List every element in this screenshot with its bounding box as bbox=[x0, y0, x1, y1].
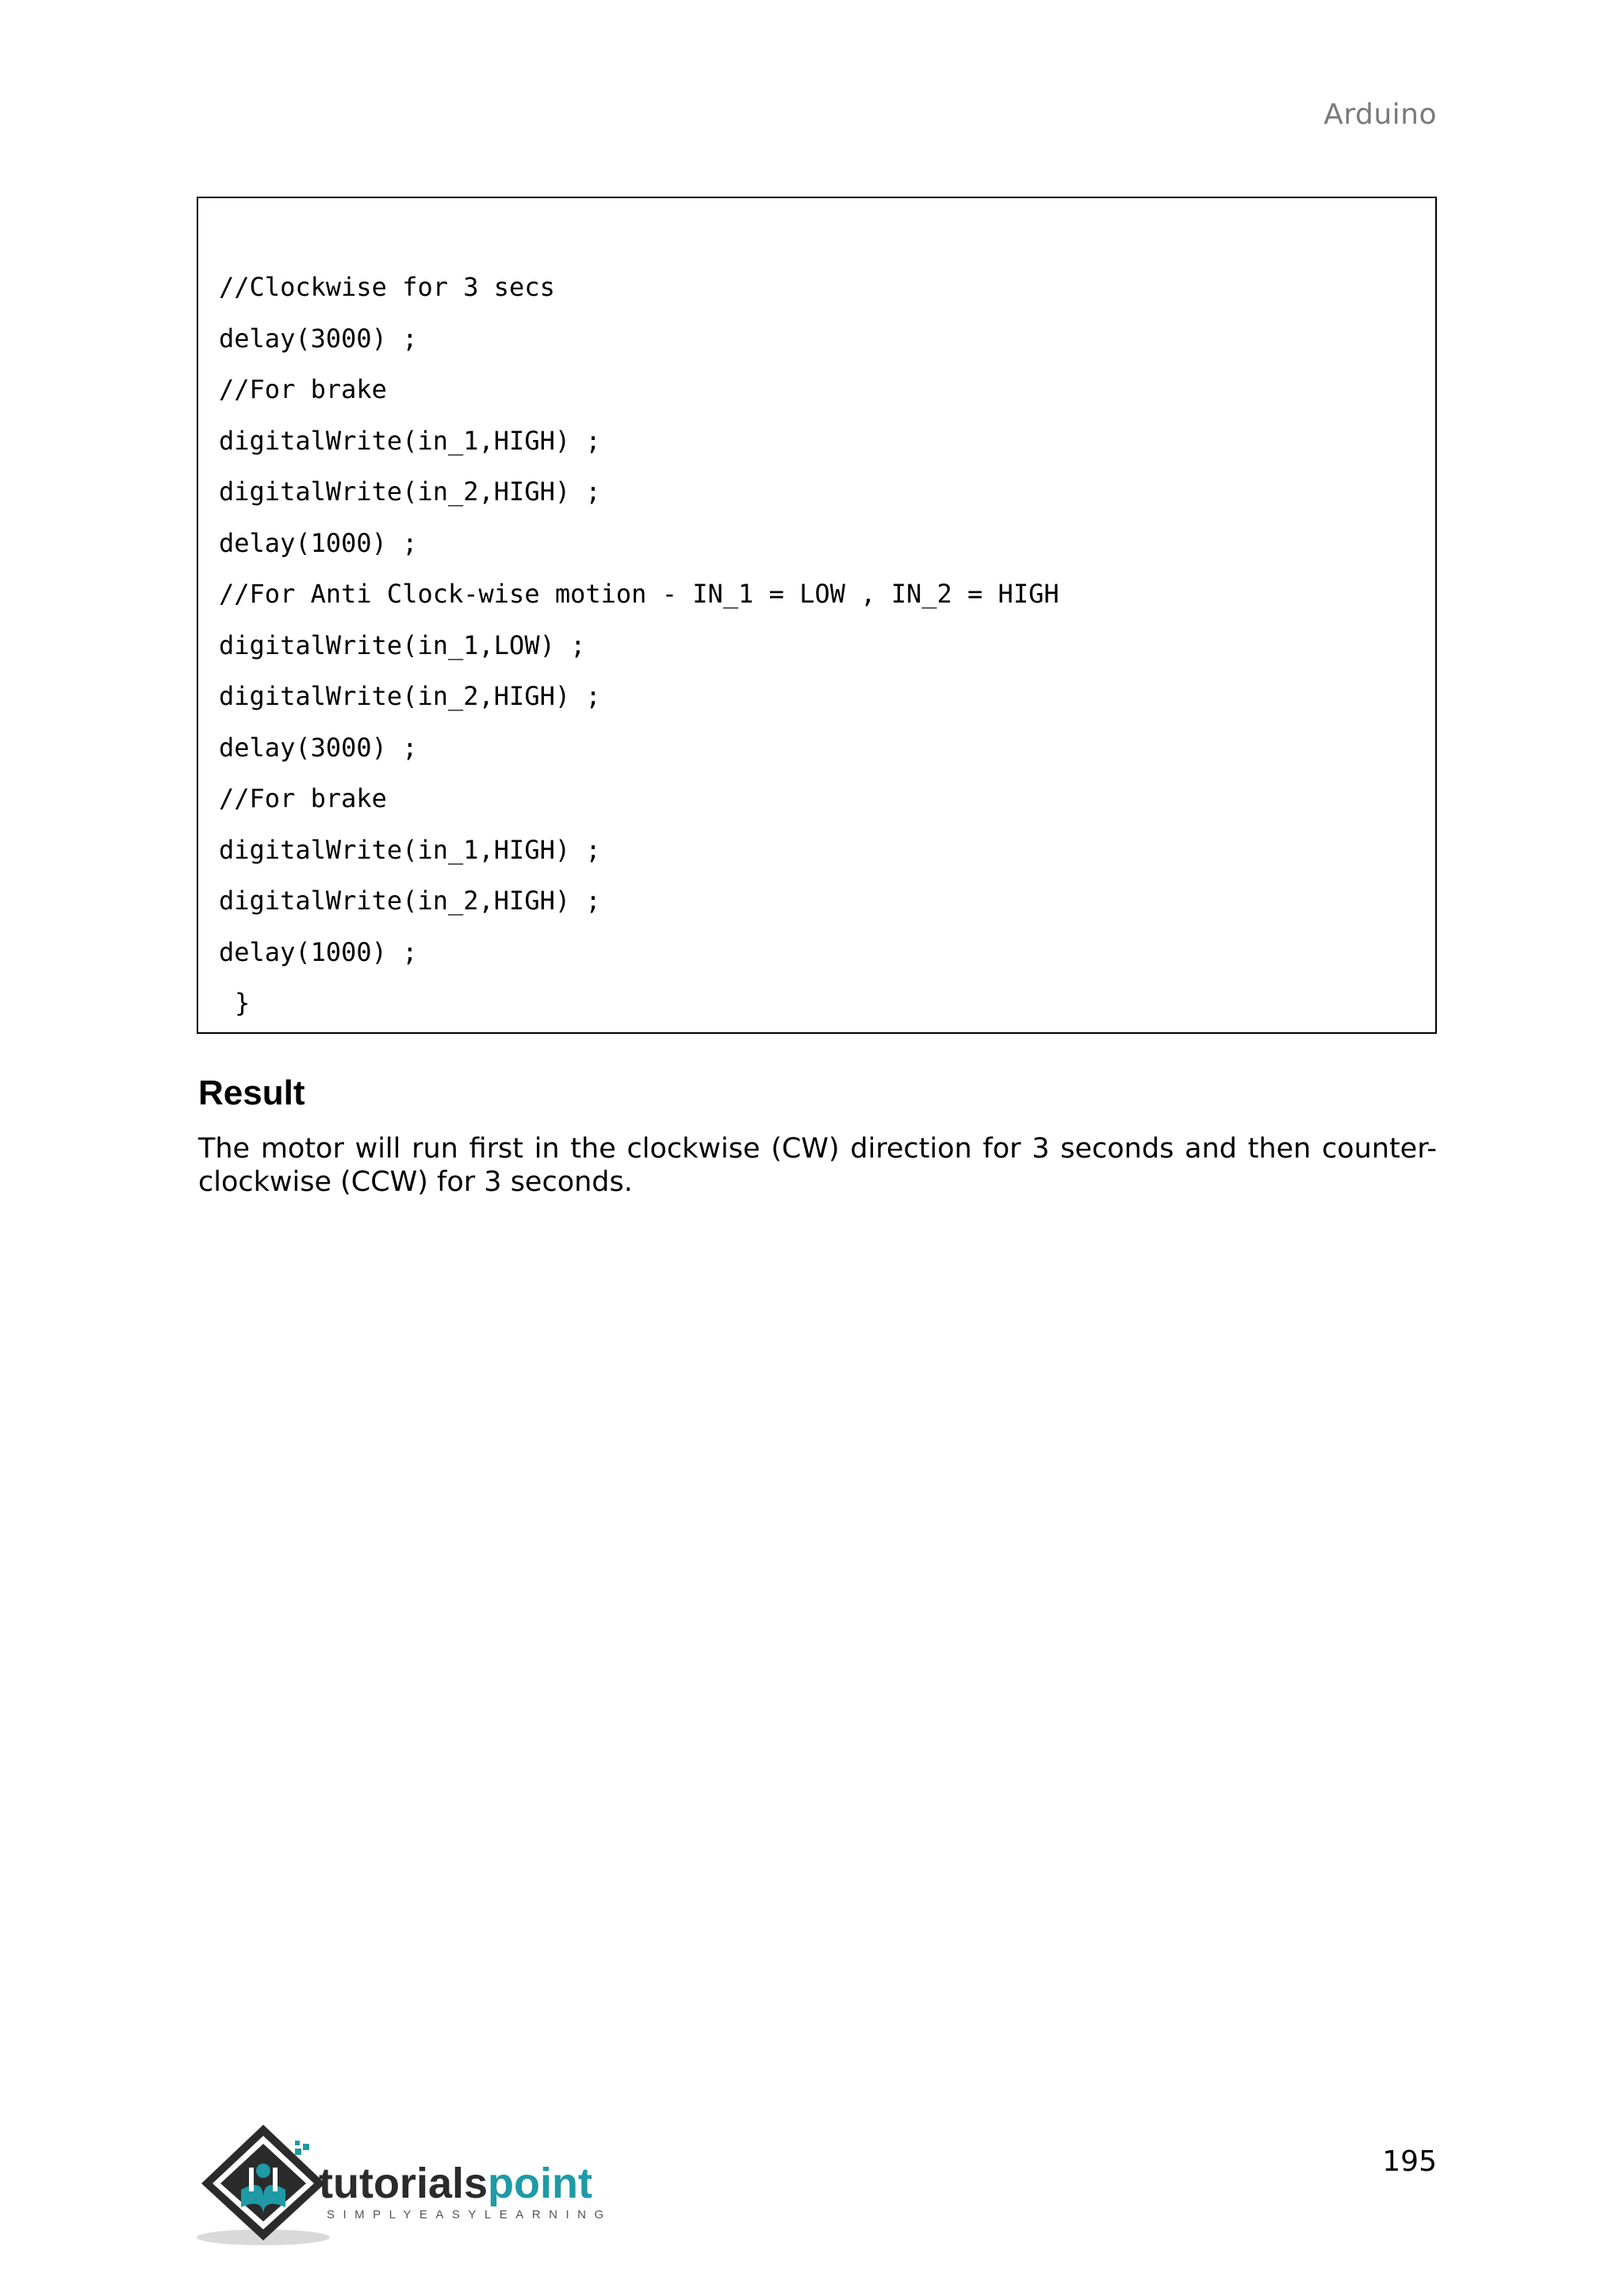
code-line: //For brake bbox=[219, 783, 387, 813]
svg-text:tutorialspoint bbox=[319, 2160, 592, 2207]
code-line: digitalWrite(in_1,HIGH) ; bbox=[219, 834, 601, 865]
page-number: 195 bbox=[1382, 2145, 1437, 2178]
code-line: //For brake bbox=[219, 374, 387, 404]
code-line: digitalWrite(in_1,LOW) ; bbox=[219, 629, 586, 660]
code-block bbox=[197, 197, 1437, 1034]
code-line: digitalWrite(in_2,HIGH) ; bbox=[219, 681, 601, 711]
code-line: digitalWrite(in_1,HIGH) ; bbox=[219, 425, 601, 456]
logo-text-primary: tutorials bbox=[319, 2160, 488, 2207]
code-line: digitalWrite(in_2,HIGH) ; bbox=[219, 476, 601, 507]
result-heading: Result bbox=[198, 1073, 305, 1112]
result-paragraph: The motor will run first in the clockwise (CW) direction for 3 seconds and then counter-clockwise (CCW) for 3 seconds. bbox=[198, 1133, 1437, 1198]
tutorialspoint-logo bbox=[195, 2122, 639, 2248]
code-line: digitalWrite(in_2,HIGH) ; bbox=[219, 886, 601, 916]
tutorialspoint-logo-graphic bbox=[195, 2122, 639, 2248]
logo-tagline: SIMPLYEASYLEARNING bbox=[327, 2208, 612, 2221]
code-line: //Clockwise for 3 secs bbox=[219, 272, 555, 302]
person-head-icon bbox=[256, 2164, 270, 2178]
code-line: } bbox=[235, 988, 251, 1018]
code-line: //For Anti Clock-wise motion - IN_1 = LOW , IN_2 = HIGH bbox=[219, 579, 1059, 609]
logo-text-accent: point bbox=[488, 2160, 592, 2207]
code-line: delay(3000) ; bbox=[219, 732, 418, 763]
code-line: delay(3000) ; bbox=[219, 323, 418, 354]
running-header: Arduino bbox=[1323, 98, 1437, 131]
code-line: delay(1000) ; bbox=[219, 527, 418, 558]
code-line: delay(1000) ; bbox=[219, 936, 418, 967]
